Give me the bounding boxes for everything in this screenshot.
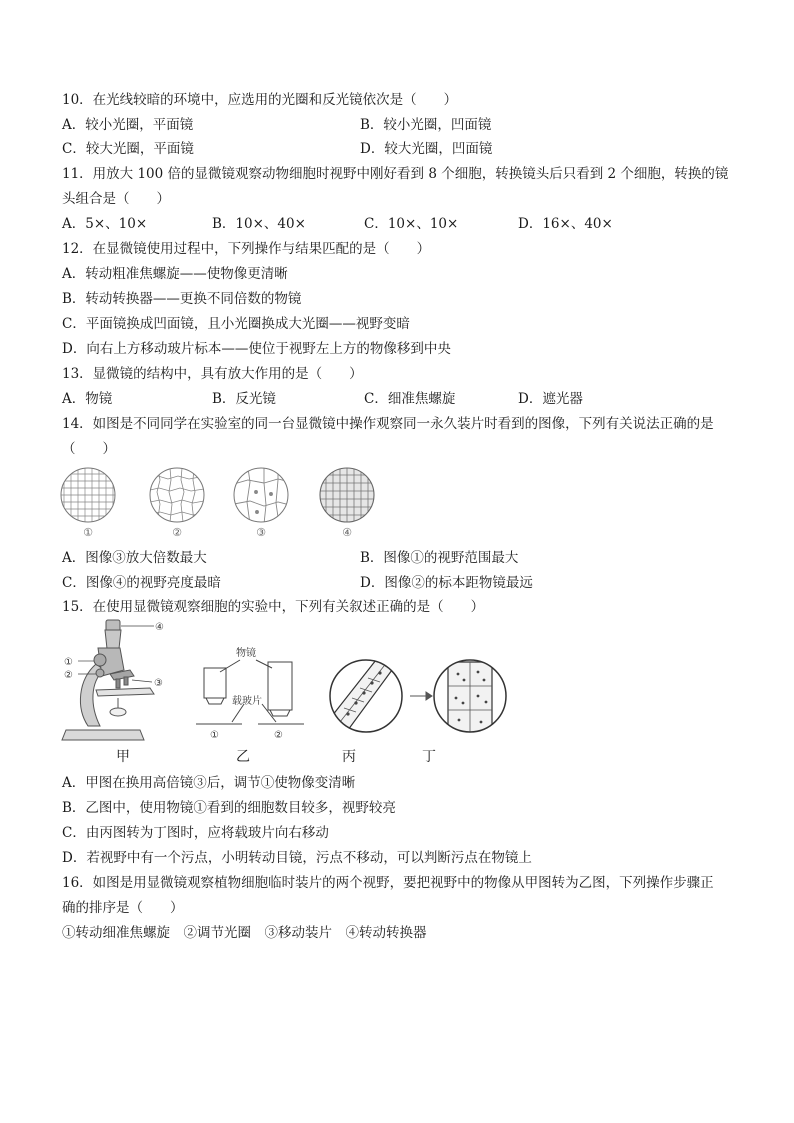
microscope-label-4: ④ bbox=[155, 622, 164, 633]
q13-option-b: B．反光镜 bbox=[212, 391, 276, 407]
cell-view-1 bbox=[58, 466, 118, 526]
objective-label: 物镜 bbox=[236, 648, 256, 659]
q14-option-c: C．图像④的视野亮度最暗 bbox=[62, 575, 221, 591]
q14-cell-views-figure bbox=[58, 466, 388, 542]
q16-stem-line1: 16．如图是用显微镜观察植物细胞临时装片的两个视野，要把视野中的物像从甲图转为乙图，下列操作步骤正 bbox=[62, 875, 714, 891]
q10-option-c: C．较大光圈，平面镜 bbox=[62, 141, 194, 157]
view-label-1: ① bbox=[83, 526, 93, 539]
q13-option-d: D．遮光器 bbox=[518, 391, 583, 407]
caption-bing: 丙 bbox=[342, 749, 356, 765]
view-transition-figure bbox=[326, 656, 510, 738]
q10-stem: 10．在光线较暗的环境中，应选用的光圈和反光镜依次是（ ） bbox=[62, 92, 458, 108]
q14-stem-line1: 14．如图是不同同学在实验室的同一台显微镜中操作观察同一永久装片时看到的图像，下列有关说法正确的是 bbox=[62, 416, 714, 432]
slide-label: 载玻片 bbox=[232, 696, 262, 707]
q14-option-b: B．图像①的视野范围最大 bbox=[360, 550, 519, 566]
objective-2-label: ② bbox=[274, 730, 283, 741]
caption-jia: 甲 bbox=[116, 749, 130, 765]
q13-option-a: A．物镜 bbox=[62, 391, 113, 407]
caption-yi: 乙 bbox=[236, 749, 250, 765]
q11-option-a: A．5×、10× bbox=[62, 216, 148, 232]
q10-option-b: B．较小光圈，凹面镜 bbox=[360, 117, 492, 133]
objectives-figure bbox=[196, 642, 306, 742]
q12-option-c: C．平面镜换成凹面镜，且小光圈换成大光圈——视野变暗 bbox=[62, 316, 410, 332]
q15-option-c: C．由丙图转为丁图时，应将载玻片向右移动 bbox=[62, 825, 329, 841]
q10-option-a: A．较小光圈，平面镜 bbox=[62, 117, 194, 133]
microscope-label-2: ② bbox=[64, 670, 73, 681]
q12-option-a: A．转动粗准焦螺旋——使物像更清晰 bbox=[62, 266, 288, 282]
q11-stem-line1: 11．用放大 100 倍的显微镜观察动物细胞时视野中刚好看到 8 个细胞，转换镜头后只看到 2 个细胞，转换的镜 bbox=[62, 166, 729, 182]
q16-steps: ①转动细准焦螺旋 ②调节光圈 ③移动装片 ④转动转换器 bbox=[62, 925, 427, 941]
q15-option-d: D．若视野中有一个污点，小明转动目镜，污点不移动，可以判断污点在物镜上 bbox=[62, 850, 532, 866]
objective-1-label: ① bbox=[210, 730, 219, 741]
caption-ding: 丁 bbox=[422, 749, 436, 765]
cell-view-3 bbox=[234, 468, 290, 524]
q11-stem-line2: 头组合是（ ） bbox=[62, 191, 170, 207]
q12-stem: 12．在显微镜使用过程中，下列操作与结果匹配的是（ ） bbox=[62, 241, 431, 257]
q13-stem: 13．显微镜的结构中，具有放大作用的是（ ） bbox=[62, 366, 363, 382]
q12-option-d: D．向右上方移动玻片标本——使位于视野左上方的物像移到中央 bbox=[62, 341, 451, 357]
q14-option-d: D．图像②的标本距物镜最远 bbox=[360, 575, 533, 591]
q16-stem-line2: 确的排序是（ ） bbox=[62, 900, 184, 916]
q14-stem-line2: （ ） bbox=[62, 441, 116, 457]
view-label-2: ② bbox=[172, 526, 182, 539]
q11-option-c: C．10×、10× bbox=[364, 216, 459, 232]
q15-stem: 15．在使用显微镜观察细胞的实验中，下列有关叙述正确的是（ ） bbox=[62, 599, 485, 615]
view-label-4: ④ bbox=[342, 526, 352, 539]
q14-option-a: A．图像③放大倍数最大 bbox=[62, 550, 207, 566]
microscope-figure bbox=[58, 618, 178, 744]
q11-option-b: B．10×、40× bbox=[212, 216, 306, 232]
microscope-label-3: ③ bbox=[154, 678, 163, 689]
cell-view-4 bbox=[318, 466, 378, 526]
q10-option-d: D．较大光圈，凹面镜 bbox=[360, 141, 493, 157]
view-ding bbox=[444, 658, 496, 736]
q15-option-b: B．乙图中，使用物镜①看到的细胞数目较多，视野较亮 bbox=[62, 800, 396, 816]
microscope-label-1: ① bbox=[64, 657, 73, 668]
q13-option-c: C．细准焦螺旋 bbox=[364, 391, 456, 407]
q11-option-d: D．16×、40× bbox=[518, 216, 613, 232]
q12-option-b: B．转动转换器——更换不同倍数的物镜 bbox=[62, 291, 302, 307]
q15-option-a: A．甲图在换用高倍镜③后，调节①使物像变清晰 bbox=[62, 775, 356, 791]
view-label-3: ③ bbox=[256, 526, 266, 539]
